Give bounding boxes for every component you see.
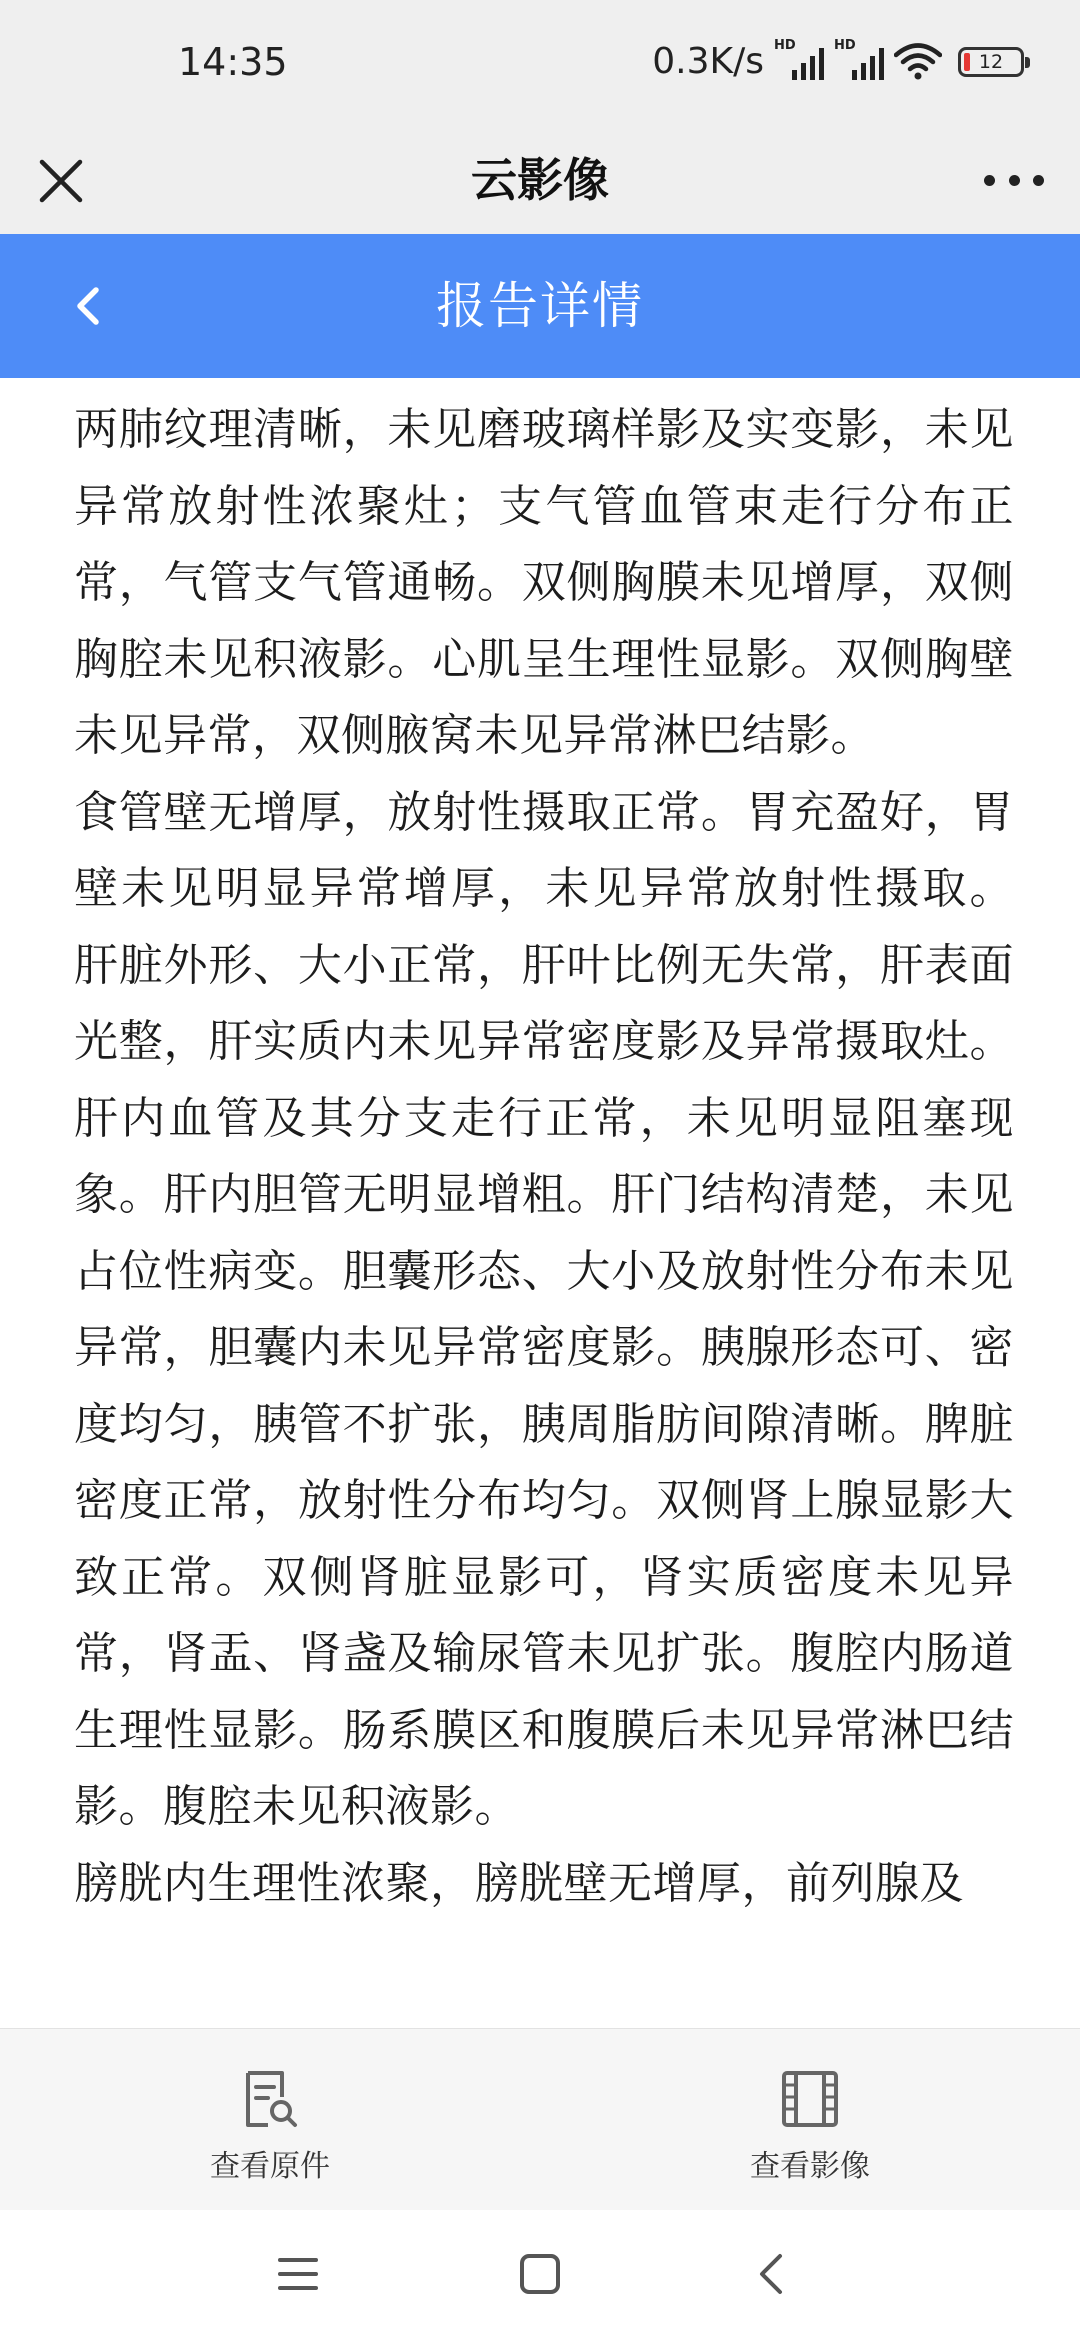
page-title: 报告详情 bbox=[436, 277, 644, 335]
view-original-button[interactable] bbox=[70, 2029, 470, 2211]
report-paragraph: 两肺纹理清晰，未见磨玻璃样影及实变影，未见异常放射性浓聚灶；支气管血管束走行分布正常，气管支气管通畅。双侧胸膜未见增厚，双侧胸腔未见积液影。心肌呈生理性显影。双侧胸壁未见异常，双侧腋窝未见异常淋巴结影。 bbox=[74, 404, 1014, 761]
system-back-button[interactable] bbox=[740, 2242, 804, 2306]
signal-hd-label: HD bbox=[774, 38, 796, 53]
status-indicators bbox=[652, 36, 1024, 88]
more-dot bbox=[984, 175, 995, 186]
cellular-signal-2-icon bbox=[834, 38, 884, 82]
home-button[interactable] bbox=[508, 2242, 572, 2306]
view-images-label: 查看影像 bbox=[750, 2149, 870, 2184]
report-text bbox=[74, 392, 1014, 1922]
status-bar bbox=[0, 0, 1080, 126]
menu-button[interactable] bbox=[266, 2242, 330, 2306]
menu-icon bbox=[266, 2242, 330, 2306]
cellular-signal-icon bbox=[774, 38, 824, 82]
report-content[interactable] bbox=[0, 378, 1080, 2028]
more-dot bbox=[1009, 175, 1020, 186]
battery-level: 12 bbox=[978, 51, 1004, 73]
film-icon bbox=[778, 2067, 842, 2131]
wifi-icon bbox=[894, 42, 942, 82]
view-images-button[interactable] bbox=[610, 2029, 1010, 2211]
nav-bar bbox=[0, 234, 1080, 378]
app-title: 云影像 bbox=[471, 153, 609, 207]
signal-2-hd-label: HD bbox=[834, 38, 856, 53]
system-navigation-bar bbox=[0, 2210, 1080, 2340]
network-speed: 0.3K/s bbox=[652, 41, 764, 82]
view-original-label: 查看原件 bbox=[210, 2149, 330, 2184]
more-dot bbox=[1033, 175, 1044, 186]
more-button[interactable] bbox=[984, 160, 1044, 200]
report-paragraph: 食管壁无增厚，放射性摄取正常。胃充盈好，胃壁未见明显异常增厚，未见异常放射性摄取。 肝脏外形、大小正常，肝叶比例无失常，肝表面光整，肝实质内未见异常密度影及异常摄取灶。肝内血管及其分支走行正常，未见明显阻塞现象。肝内胆管无明显增粗。肝门结构清楚，未见占位性病变。胆囊形态、大小及放射性分布未见异常，胆囊内未见异常密度影。胰腺形态可、密度均匀，胰管不扩张，胰周脂肪间隙清晰。脾脏密度正常，放射性分布均匀。双侧肾上腺显影大致正常。双侧肾脏显影可，肾实质密度未见异常，肾盂、肾盏及输尿管未见扩张。腹腔内肠道生理性显影。肠系膜区和腹膜后未见异常淋巴结影。腹腔未见积液影。 bbox=[74, 786, 1014, 1832]
back-triangle-icon bbox=[740, 2242, 804, 2306]
document-search-icon bbox=[238, 2067, 302, 2131]
status-time: 14:35 bbox=[178, 40, 288, 84]
report-paragraph: 膀胱内生理性浓聚，膀胱壁无增厚，前列腺及 bbox=[74, 1857, 964, 1909]
home-square-icon bbox=[508, 2242, 572, 2306]
battery-icon bbox=[958, 47, 1024, 77]
bottom-action-bar bbox=[0, 2028, 1080, 2211]
app-header bbox=[0, 126, 1080, 234]
